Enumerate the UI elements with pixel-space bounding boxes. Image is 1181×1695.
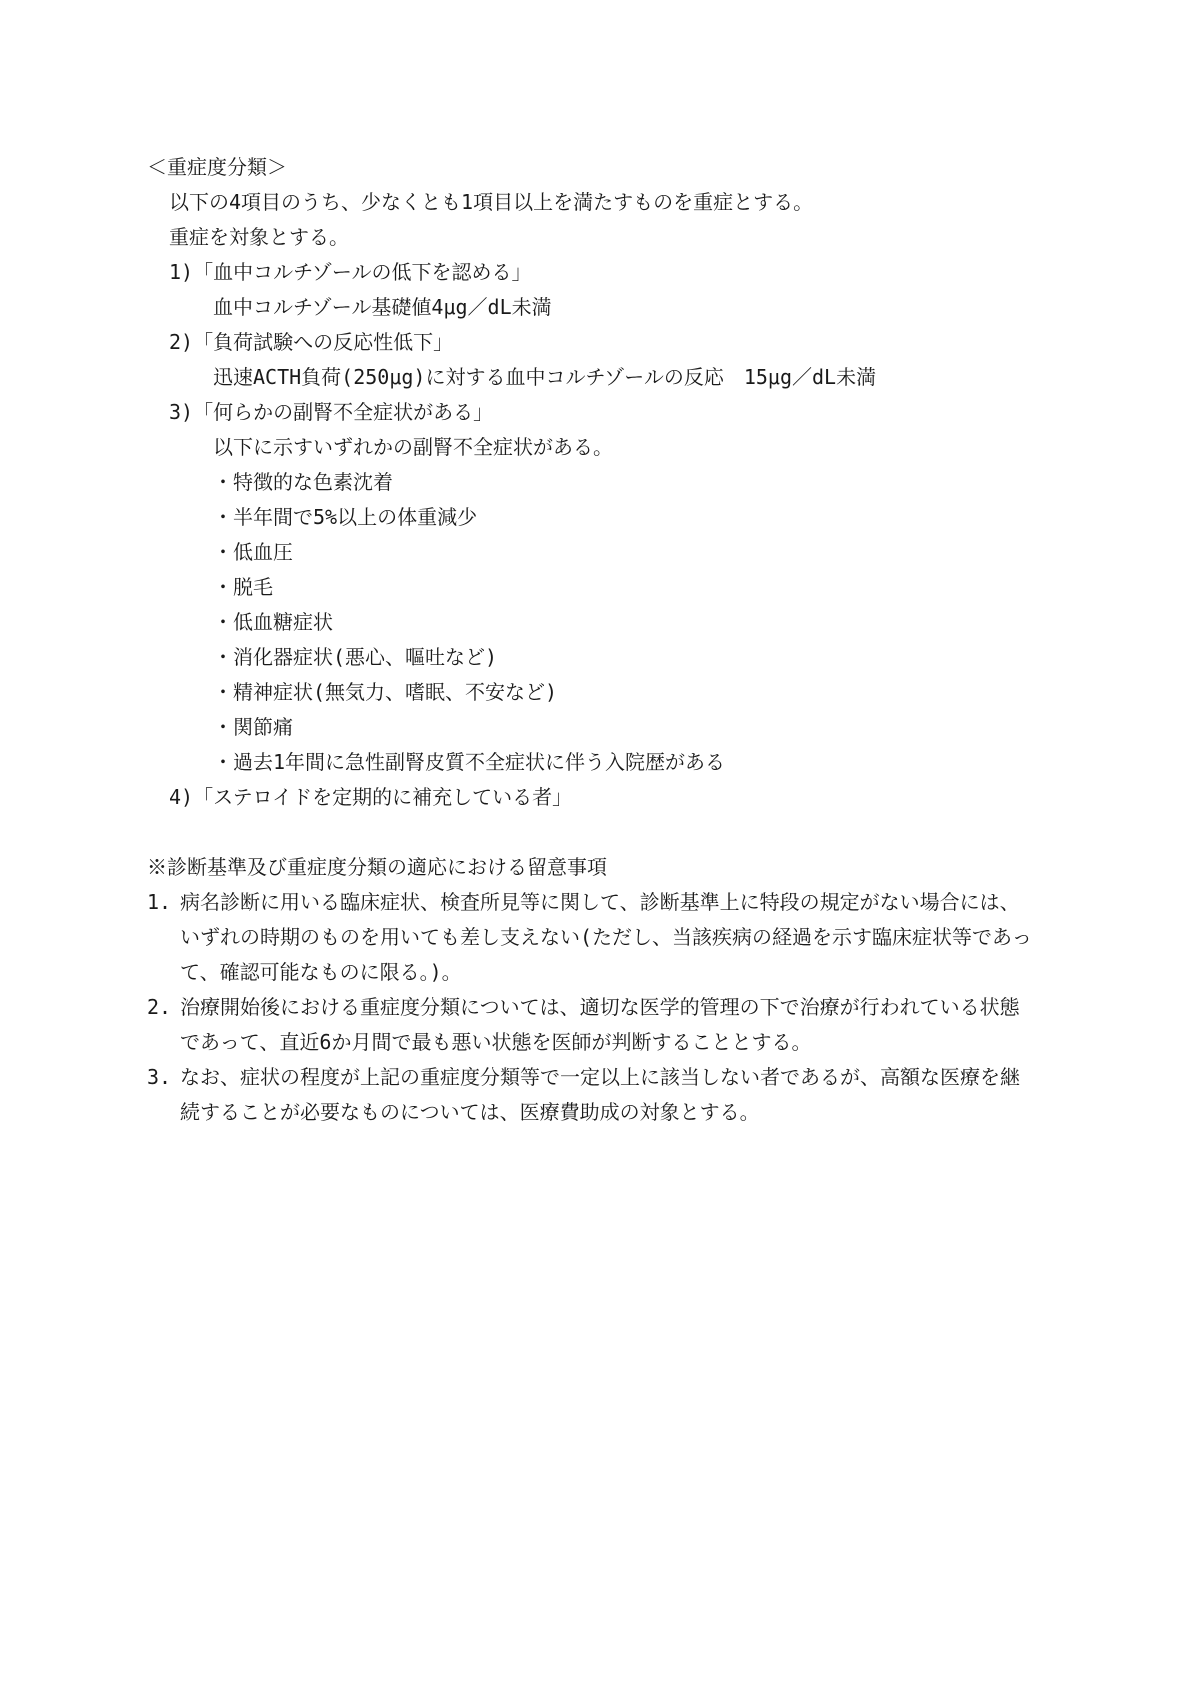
- document-content: [147, 150, 1037, 1130]
- criterion-detail: 以下に示すいずれかの副腎不全症状がある。: [213, 435, 613, 459]
- symptom-list: [147, 465, 1037, 780]
- note-text: 治療開始後における重症度分類については、適切な医学的管理の下で治療が行われている状態であって、直近6か月間で最も悪い状態を医師が判断することとする。: [180, 995, 1020, 1054]
- criterion-title: 4)「ステロイドを定期的に補充している者」: [169, 785, 573, 809]
- symptom-item: ・特徴的な色素沈着: [213, 470, 393, 494]
- symptom-item: ・低血圧: [213, 540, 293, 564]
- note-number: 2.: [147, 995, 172, 1019]
- criterion-title: 3)「何らかの副腎不全症状がある」: [169, 400, 494, 424]
- note-item: [147, 990, 1037, 1060]
- symptom-item: ・脱毛: [213, 575, 273, 599]
- criterion-detail: 迅速ACTH負荷(250μg)に対する血中コルチゾールの反応 15μg／dL未満: [213, 365, 877, 389]
- symptom-item: ・精神症状(無気力、嗜眠、不安など): [213, 680, 558, 704]
- severity-intro-line: 重症を対象とする。: [169, 225, 349, 249]
- criterion-title: 1)「血中コルチゾールの低下を認める」: [169, 260, 532, 284]
- note-number: 3.: [147, 1065, 172, 1089]
- note-text: 病名診断に用いる臨床症状、検査所見等に関して、診断基準上に特段の規定がない場合には、いずれの時期のものを用いても差し支えない(ただし、当該疾病の経過を示す臨床症状等であって、確認可能なものに限る。)。: [180, 890, 1032, 984]
- criterion-title: 2)「負荷試験への反応性低下」: [169, 330, 454, 354]
- note-number: 1.: [147, 890, 172, 914]
- notes-list: [147, 885, 1037, 1130]
- notes-heading: ※診断基準及び重症度分類の適応における留意事項: [147, 855, 607, 879]
- severity-heading: ＜重症度分類＞: [147, 155, 287, 179]
- symptom-item: ・過去1年間に急性副腎皮質不全症状に伴う入院歴がある: [213, 750, 726, 774]
- criterion-detail: 血中コルチゾール基礎値4μg／dL未満: [213, 295, 552, 319]
- note-item: [147, 885, 1037, 990]
- symptom-item: ・関節痛: [213, 715, 293, 739]
- section-spacer: [147, 815, 1037, 850]
- severity-intro-line: 以下の4項目のうち、少なくとも1項目以上を満たすものを重症とする。: [169, 190, 814, 214]
- symptom-item: ・低血糖症状: [213, 610, 333, 634]
- symptom-item: ・半年間で5%以上の体重減少: [213, 505, 478, 529]
- note-item: [147, 1060, 1037, 1130]
- note-text: なお、症状の程度が上記の重症度分類等で一定以上に該当しない者であるが、高額な医療を継続することが必要なものについては、医療費助成の対象とする。: [180, 1065, 1020, 1124]
- symptom-item: ・消化器症状(悪心、嘔吐など): [213, 645, 498, 669]
